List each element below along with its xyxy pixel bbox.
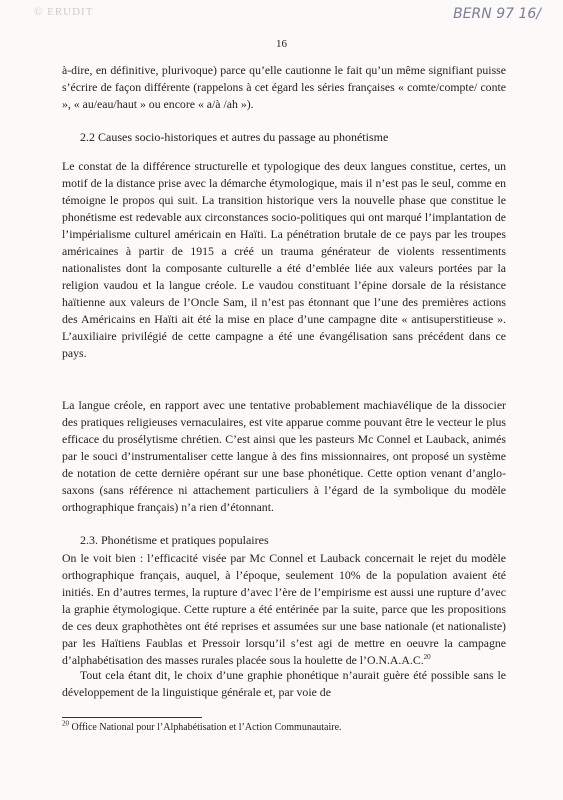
footnote-number: 20 bbox=[62, 719, 69, 728]
handwritten-note: BERN 97 16/ bbox=[453, 6, 541, 22]
footnote-text: Office National pour l’Alphabétisation et l’Action Communautaire. bbox=[71, 722, 342, 733]
section-heading-2-2: 2.2 Causes socio-historiques et autres du passage au phonétisme bbox=[80, 130, 389, 144]
footnote-divider bbox=[62, 717, 202, 718]
archive-stamp: © ERUDIT bbox=[34, 6, 94, 18]
paragraph-3: La langue créole, en rapport avec une tentative probablement machiavélique de la dissocier des pratiques religieuses vernaculaires, est vite apparue comme pouvant être le vecteur le plus efficace du prosélytisme chrétien. C’est ainsi que les pasteurs Mc Connel et Lauback, animés par le souci d’instrumentaliser cette langue à des fins missionnaires, ont proposé un système de notation de cette dernière opérant sur une base phonétique. Cette option venant d’anglo-saxons (sans référence ni attachement particuliers à l’égard de la symbolique du modèle orthographique français) n’a rien d’étonnant. bbox=[62, 398, 506, 514]
paragraph-4 bbox=[62, 550, 506, 669]
footnote bbox=[62, 719, 342, 733]
paragraph-1: à-dire, en définitive, plurivoque) parce qu’elle cautionne le fait qu’un même signifiant puisse s’écrire de façon différente (rappelons à cet égard les séries françaises « comte/compte/ conte », « au/eau/haut » ou encore « a/à /ah »). bbox=[62, 63, 506, 111]
page-number: 16 bbox=[276, 38, 287, 50]
footnote-reference: 20 bbox=[423, 653, 431, 662]
paragraph-2: Le constat de la différence structurelle et typologique des deux langues constitue, certes, un motif de la distance prise avec la démarche étymologique, mais il n’est pas le seul, comme en témoigne le propos qui suit. La transition historique vers la nouvelle phase que constitue le phonétisme est redevable aux circonstances socio-politiques qui ont marqué l’implantation de l’impérialisme culturel américain en Haïti. La pénétration brutale de ce pays par les troupes américaines à partir de 1915 a créé un trauma générateur de violents ressentiments nationalistes dont la composante culturelle a été d’emblée liée aux valeurs portées par la religion vaudou et la langue créole. Le vaudou constituant l’épine dorsale de la résistance haïtienne aux valeurs de l’Oncle Sam, il n’est pas étonnant que l’une des premières actions des Américains en Haïti ait été la mise en place d’une campagne dite « antisuperstitieuse ». L’auxiliaire privilégié de cette campagne a été une évangélisation sans précédent dans ce pays. bbox=[62, 159, 506, 360]
paragraph-4-text: On le voit bien : l’efficacité visée par Mc Connel et Lauback concernait le rejet du modèle orthographique français, auquel, à l’époque, seulement 10% de la population avaient été initiés. En d’autres termes, la rupture d’avec l’ère de l’empirisme est aussi une rupture d’avec la graphie étymologique. Cette rupture a été entérinée par la suite, parce que les propositions de ces deux graphothètes ont été reprises et assumées sur une base nationale (et nationaliste) par les Haïtiens Faublas et Pressoir lorsqu’il s’est agi de mettre en oeuvre la campagne d’alphabétisation des masses rurales placée sous la houlette de l’O.N.A.A.C. bbox=[62, 551, 506, 667]
section-heading-2-3: 2.3. Phonétisme et pratiques populaires bbox=[80, 533, 269, 547]
paragraph-5: Tout cela étant dit, le choix d’une graphie phonétique n’aurait guère été possible sans le développement de la linguistique générale et, par voie de bbox=[62, 668, 506, 699]
